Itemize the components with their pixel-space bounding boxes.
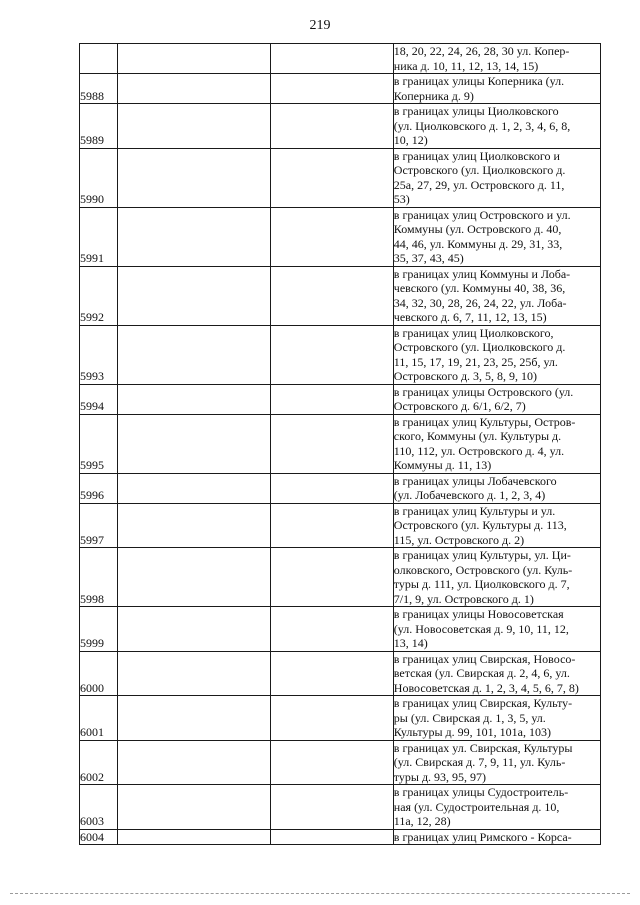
description-line: 11а, 12, 28) [393, 814, 451, 828]
boundary-description [393, 503, 600, 548]
empty-cell [271, 548, 394, 607]
empty-cell [271, 829, 394, 845]
description-line: в границах улиц Свирская, Новосо- [393, 651, 576, 666]
table-row [80, 44, 601, 74]
description-line: Коммуны (ул. Островского д. 40, [393, 222, 562, 236]
boundary-description [393, 74, 600, 104]
boundary-description [393, 104, 600, 149]
empty-cell [271, 740, 394, 785]
description-line: 115, ул. Островского д. 2) [393, 532, 525, 547]
table-row [80, 548, 601, 607]
description-line: в границах улиц Циолковского, [393, 325, 554, 340]
empty-cell [271, 104, 394, 149]
empty-cell [271, 44, 394, 74]
row-number: 6004 [80, 829, 118, 845]
description-line: ная (ул. Судостроительная д. 10, [393, 799, 560, 814]
table-row [80, 473, 601, 503]
empty-cell [118, 696, 271, 741]
boundary-description [393, 414, 600, 473]
empty-cell [271, 74, 394, 104]
description-line: олковского, Островского (ул. Куль- [393, 562, 573, 577]
table-row [80, 607, 601, 652]
description-line: Островского д. 6/1, 6/2, 7) [393, 399, 526, 413]
row-number: 5999 [80, 607, 118, 652]
row-number: 5989 [80, 104, 118, 149]
boundary-description [393, 266, 600, 325]
description-line: 11, 15, 17, 19, 21, 23, 25, 25б, ул. [393, 354, 558, 369]
description-line: в границах улицы Коперника (ул. [393, 74, 565, 88]
description-line: в границах улиц Культуры, ул. Ци- [393, 548, 571, 562]
description-line: в границах улиц Свирская, Культу- [393, 696, 573, 710]
description-line: (ул. Лобачевского д. 1, 2, 3, 4) [393, 488, 546, 502]
row-number: 5992 [80, 266, 118, 325]
empty-cell [118, 548, 271, 607]
description-line: ника д. 10, 11, 12, 13, 14, 15) [393, 58, 539, 73]
description-line: 110, 112, ул. Островского д. 4, ул. [393, 443, 565, 458]
boundary-description [393, 148, 600, 207]
table-row [80, 696, 601, 741]
boundary-description [393, 325, 600, 384]
description-line: 35, 37, 43, 45) [393, 251, 464, 265]
row-number: 5998 [80, 548, 118, 607]
description-line: ры (ул. Свирская д. 1, 3, 5, ул. [393, 710, 546, 725]
description-line: Островского (ул. Культуры д. 113, [393, 518, 567, 532]
description-line: туры д. 111, ул. Циолковского д. 7, [393, 577, 570, 591]
table-row [80, 740, 601, 785]
boundary-description [393, 785, 600, 830]
table-row [80, 266, 601, 325]
description-line: чевского (ул. Коммуны 40, 38, 36, [393, 281, 566, 295]
table-row [80, 384, 601, 414]
description-line: Культуры д. 99, 101, 101а, 103) [393, 725, 551, 739]
description-line: ветская (ул. Свирская д. 2, 4, 6, ул. [393, 666, 570, 680]
empty-cell [118, 740, 271, 785]
empty-cell [118, 785, 271, 830]
empty-cell [118, 104, 271, 149]
empty-cell [271, 207, 394, 266]
page-number: 219 [309, 18, 331, 33]
empty-cell [118, 651, 271, 696]
description-line: в границах улицы Циолковского [393, 104, 559, 118]
description-line: 18, 20, 22, 24, 26, 28, 30 ул. Копер- [393, 44, 570, 58]
boundary-description [393, 696, 600, 741]
description-line: 53) [393, 192, 410, 206]
row-number: 5988 [80, 74, 118, 104]
empty-cell [271, 266, 394, 325]
row-number: 6000 [80, 651, 118, 696]
description-line: 13, 14) [393, 636, 428, 650]
description-line: в границах ул. Свирская, Культуры [393, 740, 573, 755]
boundary-description [393, 740, 600, 785]
row-number [80, 44, 118, 74]
empty-cell [118, 414, 271, 473]
empty-cell [118, 74, 271, 104]
description-line: 7/1, 9, ул. Островского д. 1) [393, 591, 534, 606]
empty-cell [271, 148, 394, 207]
description-line: в границах улицы Лобачевского [393, 473, 557, 488]
table-row [80, 651, 601, 696]
empty-cell [271, 325, 394, 384]
scan-artifact-line [10, 893, 630, 894]
empty-cell [271, 696, 394, 741]
description-line: в границах улиц Циолковского и [393, 148, 560, 163]
empty-cell [271, 473, 394, 503]
table-row [80, 325, 601, 384]
row-number: 5996 [80, 473, 118, 503]
row-number: 5990 [80, 148, 118, 207]
row-number: 5994 [80, 384, 118, 414]
description-line: Коммуны д. 11, 13) [393, 458, 492, 472]
table-row [80, 207, 601, 266]
boundary-description [393, 829, 600, 845]
boundary-description [393, 207, 600, 266]
description-line: в границах улиц Коммуны и Лоба- [393, 266, 571, 281]
empty-cell [118, 503, 271, 548]
empty-cell [271, 651, 394, 696]
description-line: 25а, 27, 29, ул. Островского д. 11, [393, 177, 565, 192]
boundary-description [393, 44, 600, 74]
row-number: 5995 [80, 414, 118, 473]
description-line: в границах улиц Культуры и ул. [393, 503, 556, 518]
empty-cell [271, 503, 394, 548]
boundary-description [393, 651, 600, 696]
description-line: (ул. Циолковского д. 1, 2, 3, 4, 6, 8, [393, 118, 571, 133]
table-row [80, 785, 601, 830]
description-line: 10, 12) [393, 133, 428, 147]
empty-cell [118, 266, 271, 325]
empty-cell [118, 207, 271, 266]
table-row [80, 104, 601, 149]
description-line: Островского (ул. Циолковского д. [393, 163, 566, 177]
description-line: 34, 32, 30, 28, 26, 24, 22, ул. Лоба- [393, 295, 567, 310]
table-body [80, 44, 601, 845]
description-line: (ул. Новосоветская д. 9, 10, 11, 12, [393, 621, 569, 636]
description-line: Островского д. 3, 5, 8, 9, 10) [393, 369, 538, 383]
boundary-description [393, 473, 600, 503]
description-line: в границах улиц Римского - Корса- [393, 829, 572, 844]
description-line: в границах улицы Новосоветская [393, 607, 564, 621]
address-registry-table [79, 43, 601, 845]
description-line: чевского д. 6, 7, 11, 12, 13, 15) [393, 310, 547, 324]
empty-cell [118, 473, 271, 503]
row-number: 6001 [80, 696, 118, 741]
description-line: (ул. Свирская д. 7, 9, 11, ул. Куль- [393, 755, 566, 769]
row-number: 5993 [80, 325, 118, 384]
description-line: ского, Коммуны (ул. Культуры д. [393, 429, 562, 443]
empty-cell [271, 607, 394, 652]
table-row [80, 503, 601, 548]
row-number: 5997 [80, 503, 118, 548]
description-line: 44, 46, ул. Коммуны д. 29, 31, 33, [393, 236, 563, 251]
empty-cell [271, 785, 394, 830]
empty-cell [271, 384, 394, 414]
description-line: Новосоветская д. 1, 2, 3, 4, 5, 6, 7, 8) [393, 680, 579, 695]
row-number: 6003 [80, 785, 118, 830]
empty-cell [271, 414, 394, 473]
empty-cell [118, 829, 271, 845]
empty-cell [118, 325, 271, 384]
boundary-description [393, 384, 600, 414]
table-row [80, 74, 601, 104]
description-line: в границах улицы Судостроитель- [393, 785, 569, 799]
table-row [80, 414, 601, 473]
description-line: Коперника д. 9) [393, 88, 474, 103]
empty-cell [118, 384, 271, 414]
description-line: в границах улиц Культуры, Остров- [393, 414, 576, 429]
row-number: 5991 [80, 207, 118, 266]
table-row [80, 148, 601, 207]
description-line: Островского (ул. Циолковского д. [393, 340, 566, 354]
description-line: в границах улиц Островского и ул. [393, 207, 571, 222]
boundary-description [393, 607, 600, 652]
empty-cell [118, 607, 271, 652]
row-number: 6002 [80, 740, 118, 785]
empty-cell [118, 44, 271, 74]
description-line: туры д. 93, 95, 97) [393, 769, 487, 784]
boundary-description [393, 548, 600, 607]
description-line: в границах улицы Островского (ул. [393, 384, 574, 399]
empty-cell [118, 148, 271, 207]
table-row [80, 829, 601, 845]
